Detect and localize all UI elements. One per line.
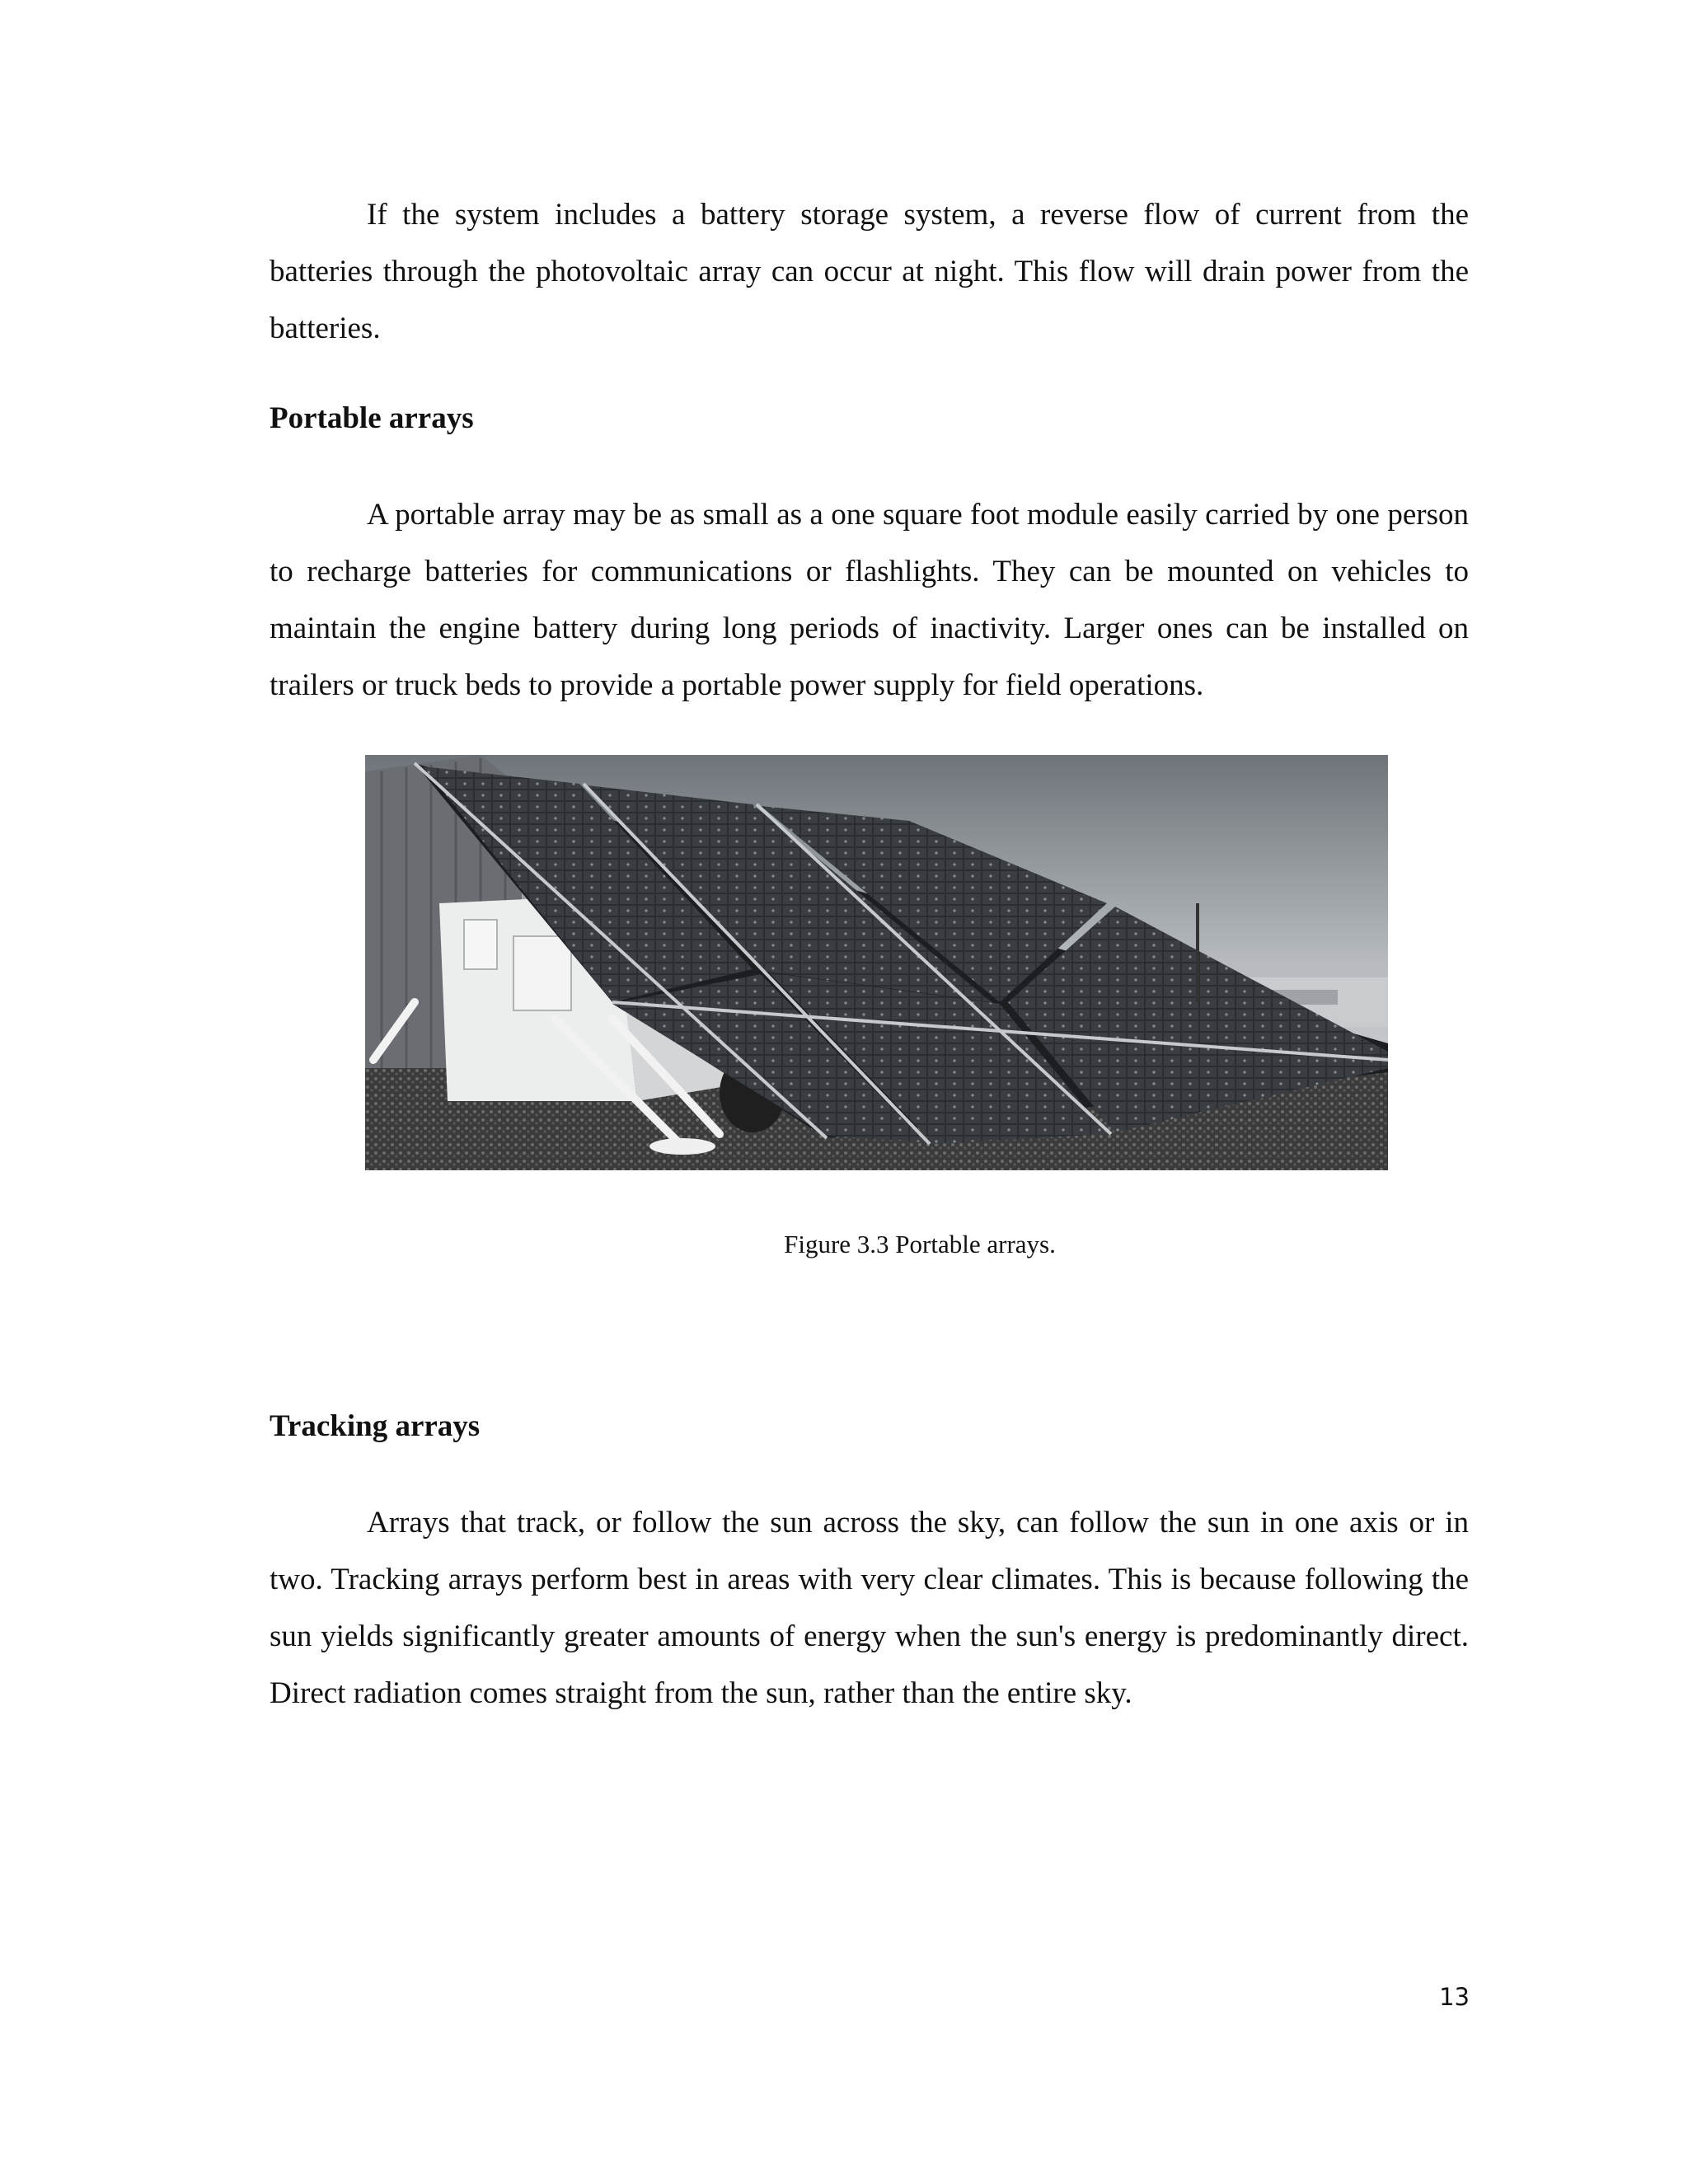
page-number: 13 [1439, 1983, 1470, 2011]
paragraph-battery-reverse-flow: If the system includes a battery storage system, a reverse flow of current from the batteries through the photovoltaic array can occur at night. This flow will drain power from the batteries. [270, 198, 1469, 345]
figure-portable-array-photo [365, 755, 1388, 1170]
portable-solar-array-illustration [365, 755, 1388, 1170]
paragraph-portable-arrays: A portable array may be as small as a one square foot module easily carried by one person to recharge batteries for communications or flashlights. They can be mounted on vehicles to maintain the engine battery during long periods of inactivity. Larger ones can be installed on trailers or truck beds to provide a portable power supply for field operations. [270, 498, 1469, 702]
figure-caption: Figure 3.3 Portable arrays. [784, 1230, 1056, 1258]
heading-portable-arrays: Portable arrays [270, 401, 474, 435]
paragraph-tracking-arrays: Arrays that track, or follow the sun across the sky, can follow the sun in one axis or in two. Tracking arrays perform best in areas with very clear climates. This is because following the sun yields significantly greater amounts of energy when the sun's energy is predominantly direct. Direct radiation comes straight from the sun, rather than the entire sky. [270, 1506, 1469, 1710]
heading-tracking-arrays: Tracking arrays [270, 1409, 481, 1443]
